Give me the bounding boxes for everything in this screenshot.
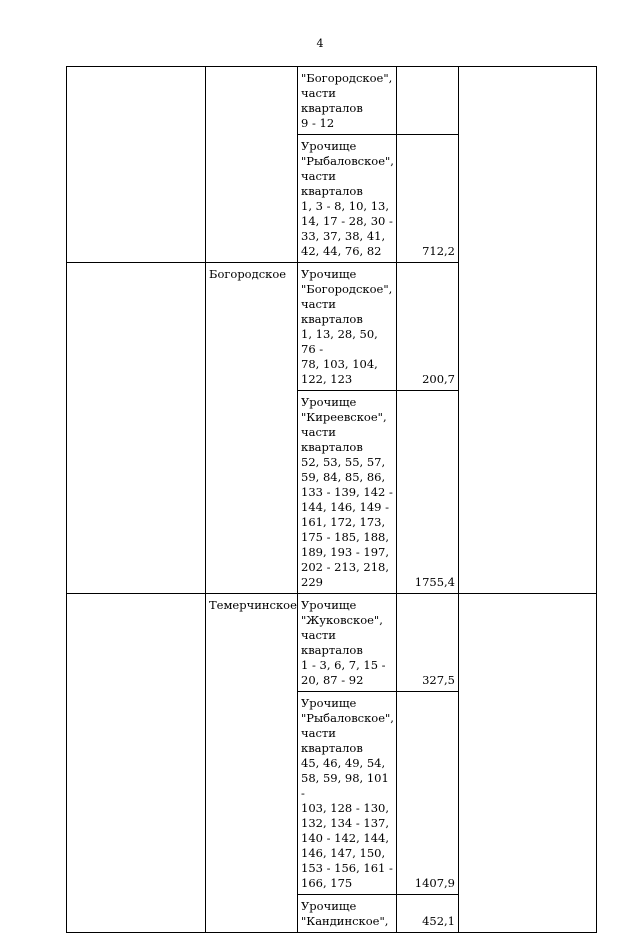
table-cell-notes [459, 594, 597, 933]
table-cell-group-blank [67, 594, 206, 933]
tract-text: Урочище "Рыбаловское", части кварталов 1, 3 - 8, 10, 13, 14, 17 - 28, 30 - 33, 37, 38, 41, 42, 44, 76, 82 [301, 139, 394, 258]
tract-text: Урочище "Кандинское", [301, 899, 389, 928]
area-cell: 452,1 [397, 895, 459, 933]
area-cell [397, 67, 459, 135]
page-number: 4 [316, 37, 324, 50]
tract-text: Урочище "Рыбаловское", части кварталов 45, 46, 49, 54, 58, 59, 98, 101 - 103, 128 - 130, 132, 134 - 137, 140 - 142, 144, 146, 147, 150, 153 - 156, 161 - 166, 175 [301, 696, 394, 890]
area-cell: 327,5 [397, 594, 459, 692]
tract-text: Урочище "Жуковское", части кварталов 1 - 3, 6, 7, 15 - 20, 87 - 92 [301, 598, 386, 687]
settlement-cell: Темерчинское [206, 594, 298, 933]
tract-text: "Богородское", части кварталов 9 - 12 [301, 71, 393, 130]
allocation-table [66, 66, 597, 933]
table-row [67, 67, 597, 135]
table-row [67, 594, 597, 692]
table-cell-notes [459, 67, 597, 594]
tract-cell [298, 263, 397, 391]
table-cell-group-blank [67, 67, 206, 263]
area-cell: 712,2 [397, 135, 459, 263]
area-cell: 200,7 [397, 263, 459, 391]
tract-cell [298, 895, 397, 933]
tract-cell [298, 391, 397, 594]
tract-text: Урочище "Богородское", части кварталов 1, 13, 28, 50, 76 - 78, 103, 104, 122, 123 [301, 267, 393, 386]
area-cell: 1407,9 [397, 692, 459, 895]
tract-cell [298, 135, 397, 263]
tract-cell [298, 67, 397, 135]
settlement-cell [206, 67, 298, 263]
tract-text: Урочище "Киреевское", части кварталов 52, 53, 55, 57, 59, 84, 85, 86, 133 - 139, 142 - 144, 146, 149 - 161, 172, 173, 175 - 185, 188, 189, 193 - 197, 202 - 213, 218, 229 [301, 395, 393, 589]
tract-cell [298, 594, 397, 692]
settlement-cell: Богородское [206, 263, 298, 594]
table-cell-group-blank [67, 263, 206, 594]
area-cell: 1755,4 [397, 391, 459, 594]
tract-cell [298, 692, 397, 895]
